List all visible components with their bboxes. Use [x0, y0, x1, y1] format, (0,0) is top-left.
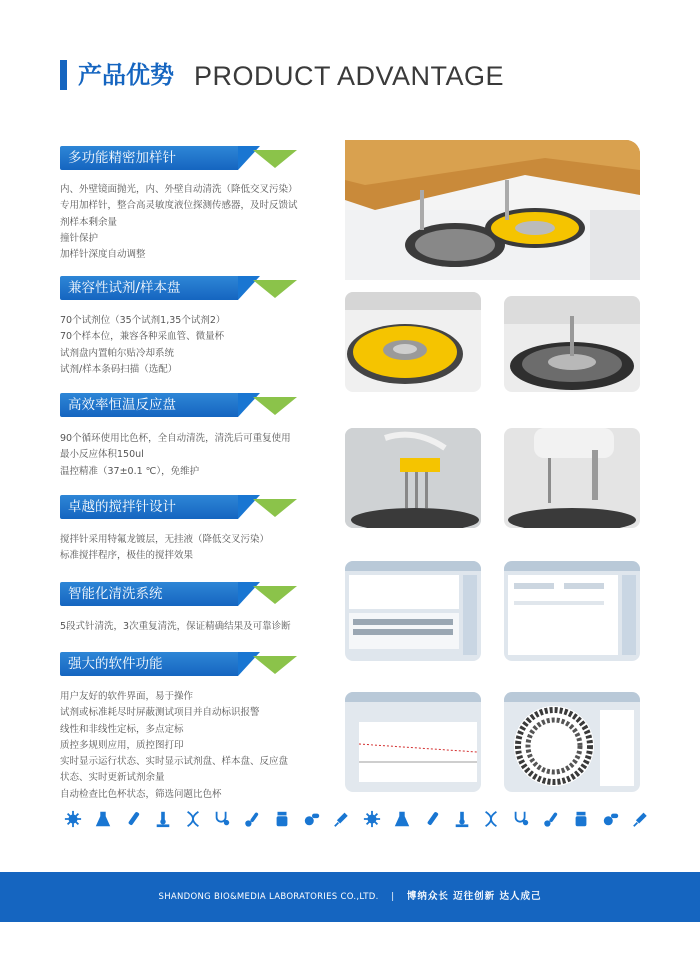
section-title: 卓越的搅拌针设计	[68, 499, 176, 515]
feature-line: 状态、实时更新试剂余量	[60, 772, 165, 784]
section-title: 兼容性试剂/样本盘	[68, 280, 181, 296]
section-title: 高效率恒温反应盘	[68, 397, 176, 413]
software-screenshot-2	[504, 561, 640, 661]
thermometer-icon	[241, 808, 263, 830]
feature-line: 70个样本位，兼容各种采血管、微量杯	[60, 331, 225, 343]
feature-line: 70个试剂位（35个试剂1,35个试剂2）	[60, 315, 226, 326]
section-body-reagent-tray	[60, 313, 225, 378]
section-header-washing-system	[60, 582, 260, 606]
feature-line: 线性和非线性定标，多点定标	[60, 723, 184, 735]
microscope-icon	[152, 808, 174, 830]
section-body-stirring-probe	[60, 532, 269, 565]
feature-line: 试剂或标准耗尽时屏蔽测试项目并自动标识报警	[60, 707, 260, 719]
title-accent-bar	[60, 60, 67, 90]
section-title: 强大的软件功能	[68, 656, 163, 672]
footer-separator: |	[391, 892, 395, 902]
pill-bottle-icon	[271, 808, 293, 830]
feature-line: 撞针保护	[60, 232, 99, 244]
section-header-reagent-tray	[60, 276, 260, 300]
feature-line: 加样针深度自动调整	[60, 249, 146, 261]
icon-row	[62, 808, 652, 830]
section-header-reaction-tray	[60, 393, 260, 417]
section-body-reaction-tray	[60, 431, 291, 480]
feature-line: 试剂/样本条码扫描（选配）	[60, 363, 178, 375]
test-tube-icon	[122, 808, 144, 830]
company-name: SHANDONG BIO&MEDIA LABORATORIES CO.,LTD.	[158, 892, 379, 902]
section-header-stirring-probe	[60, 495, 260, 519]
flask-icon	[391, 808, 413, 830]
feature-line: 90个循环使用比色杯，全自动清洗，清洗后可重复使用	[60, 433, 291, 444]
section-body-sampling-probe	[60, 182, 298, 263]
software-screenshot-1	[345, 561, 481, 661]
section-header-sampling-probe	[60, 146, 260, 170]
pill-bottle-icon	[570, 808, 592, 830]
virus-icon	[361, 808, 383, 830]
feature-line: 实时显示运行状态、实时显示试剂盘、样本盘、反应盘	[60, 756, 289, 768]
virus-icon	[62, 808, 84, 830]
software-screenshot-qc	[345, 692, 481, 792]
feature-line: 标准搅拌程序，极佳的搅拌效果	[60, 550, 194, 562]
analyzer-overview-photo	[345, 140, 640, 280]
page-title-en: PRODUCT ADVANTAGE	[194, 61, 505, 91]
feature-line: 试剂盘内置帕尔贴冷却系统	[60, 347, 175, 359]
feature-line: 温控精准（37±0.1 ℃），免维护	[60, 465, 200, 477]
section-header-software	[60, 652, 260, 676]
software-screenshot-tray	[504, 692, 640, 792]
section-title: 智能化清洗系统	[68, 586, 163, 602]
company-slogan: 博纳众长 迈往创新 达人成己	[406, 891, 542, 902]
page-title-cn: 产品优势	[78, 61, 174, 89]
reaction-tray-photo	[345, 428, 481, 528]
section-body-washing-system	[60, 619, 291, 635]
sample-tray-photo	[504, 296, 640, 392]
syringe-icon	[630, 808, 652, 830]
test-tube-icon	[421, 808, 443, 830]
footer-text	[0, 872, 700, 922]
stirring-probe-photo	[504, 428, 640, 528]
feature-line: 5段式针清洗，3次重复清洗，保证精确结果及可靠诊断	[60, 621, 291, 632]
capsules-icon	[301, 808, 323, 830]
footer-bar	[0, 872, 700, 922]
feature-line: 剂样本剩余量	[60, 216, 118, 228]
dna-icon	[182, 808, 204, 830]
feature-line: 内、外壁镜面抛光，内、外壁自动清洗（降低交叉污染）	[60, 184, 298, 195]
syringe-icon	[331, 808, 353, 830]
feature-line: 专用加样针，整合高灵敏度液位探测传感器，及时反馈试	[60, 200, 298, 212]
microscope-icon	[451, 808, 473, 830]
thermometer-icon	[540, 808, 562, 830]
feature-line: 质控多规则应用，质控图打印	[60, 739, 184, 751]
feature-line: 搅拌针采用特氟龙镀层，无挂液（降低交叉污染）	[60, 534, 270, 545]
feature-line: 最小反应体积150ul	[60, 449, 144, 461]
capsules-icon	[600, 808, 622, 830]
flask-icon	[92, 808, 114, 830]
reagent-tray-photo	[345, 292, 481, 392]
feature-line: 自动检查比色杯状态，筛选问题比色杯	[60, 788, 222, 800]
section-title: 多功能精密加样针	[68, 150, 176, 166]
stethoscope-icon	[211, 808, 233, 830]
dna-icon	[480, 808, 502, 830]
section-body-software	[60, 689, 288, 803]
feature-line: 用户友好的软件界面，易于操作	[60, 691, 194, 702]
stethoscope-icon	[510, 808, 532, 830]
